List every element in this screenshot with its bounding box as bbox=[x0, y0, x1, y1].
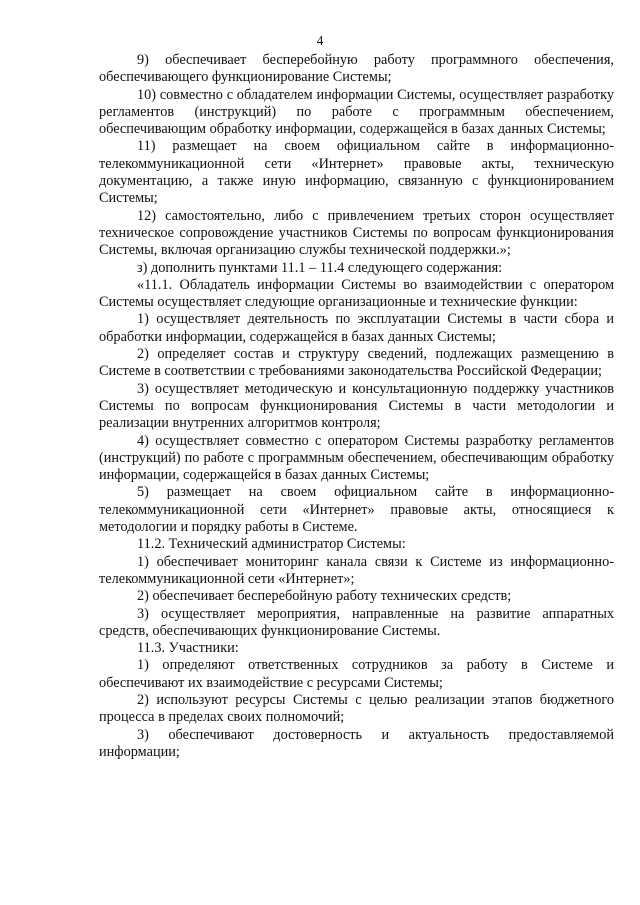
paragraph: 11.3. Участники: bbox=[137, 640, 239, 657]
paragraph: 2) используют ресурсы Системы с целью реализации этапов бюджетного процесса в пределах своих полномочий; bbox=[99, 691, 614, 726]
document-body bbox=[99, 52, 614, 761]
paragraph: 10) совместно с обладателем информации Системы, осуществляет разработку регламентов (инструкций) по работе с программным обеспечением, обеспечивающим обработку информации, содержащейся в базах данных Системы; bbox=[99, 86, 614, 138]
paragraph: 11) размещает на своем официальном сайте в информационно-телекоммуникационной сети «Интернет» правовые акты, техническую документацию, а также иную информацию, связанную с функционированием Системы; bbox=[99, 138, 614, 207]
paragraph: 1) определяют ответственных сотрудников за работу в Системе и обеспечивают их взаимодействие с ресурсами Системы; bbox=[99, 657, 614, 691]
paragraph: 9) обеспечивает бесперебойную работу программного обеспечения, обеспечивающего функционирование Системы; bbox=[99, 52, 614, 86]
paragraph: 11.2. Технический администратор Системы: bbox=[137, 536, 406, 553]
paragraph: 1) осуществляет деятельность по эксплуатации Системы в части сбора и обработки информации, содержащейся в базах данных Системы; bbox=[99, 311, 614, 345]
paragraph: 2) обеспечивает бесперебойную работу технических средств; bbox=[137, 588, 512, 605]
paragraph: 4) осуществляет совместно с оператором Системы разработку регламентов (инструкций) по работе с программным обеспечением, обеспечивающим обработку информации, содержащейся в базах данных Системы; bbox=[99, 432, 614, 484]
paragraph: 1) обеспечивает мониторинг канала связи к Системе из информационно-телекоммуникационной сети «Интернет»; bbox=[99, 553, 614, 587]
paragraph: 5) размещает на своем официальном сайте в информационно-телекоммуникационной сети «Интернет» правовые акты, относящиеся к методологии и порядку работы в Системе. bbox=[99, 484, 614, 536]
paragraph: 2) определяет состав и структуру сведений, подлежащих размещению в Системе в соответствии с требованиями законодательства Российской Федерации; bbox=[99, 346, 614, 380]
paragraph: 3) обеспечивают достоверность и актуальность предоставляемой информации; bbox=[99, 726, 614, 760]
paragraph: «11.1. Обладатель информации Системы во взаимодействии с оператором Системы осуществляет следующие организационные и технические функции: bbox=[99, 276, 614, 311]
page-number: 4 bbox=[316, 33, 324, 48]
paragraph: 3) осуществляет методическую и консультационную поддержку участников Системы по вопросам функционирования Системы в части методологии и реализации внутренних алгоритмов контроля; bbox=[99, 380, 614, 432]
paragraph: 12) самостоятельно, либо с привлечением третьих сторон осуществляет техническое сопровождение участников Системы по вопросам функционирования Системы, включая организацию службы технической поддержки.»; bbox=[99, 207, 614, 259]
paragraph: з) дополнить пунктами 11.1 – 11.4 следующего содержания: bbox=[137, 259, 503, 276]
paragraph: 3) осуществляет мероприятия, направленные на развитие аппаратных средств, обеспечивающих функционирование Системы. bbox=[99, 605, 614, 639]
